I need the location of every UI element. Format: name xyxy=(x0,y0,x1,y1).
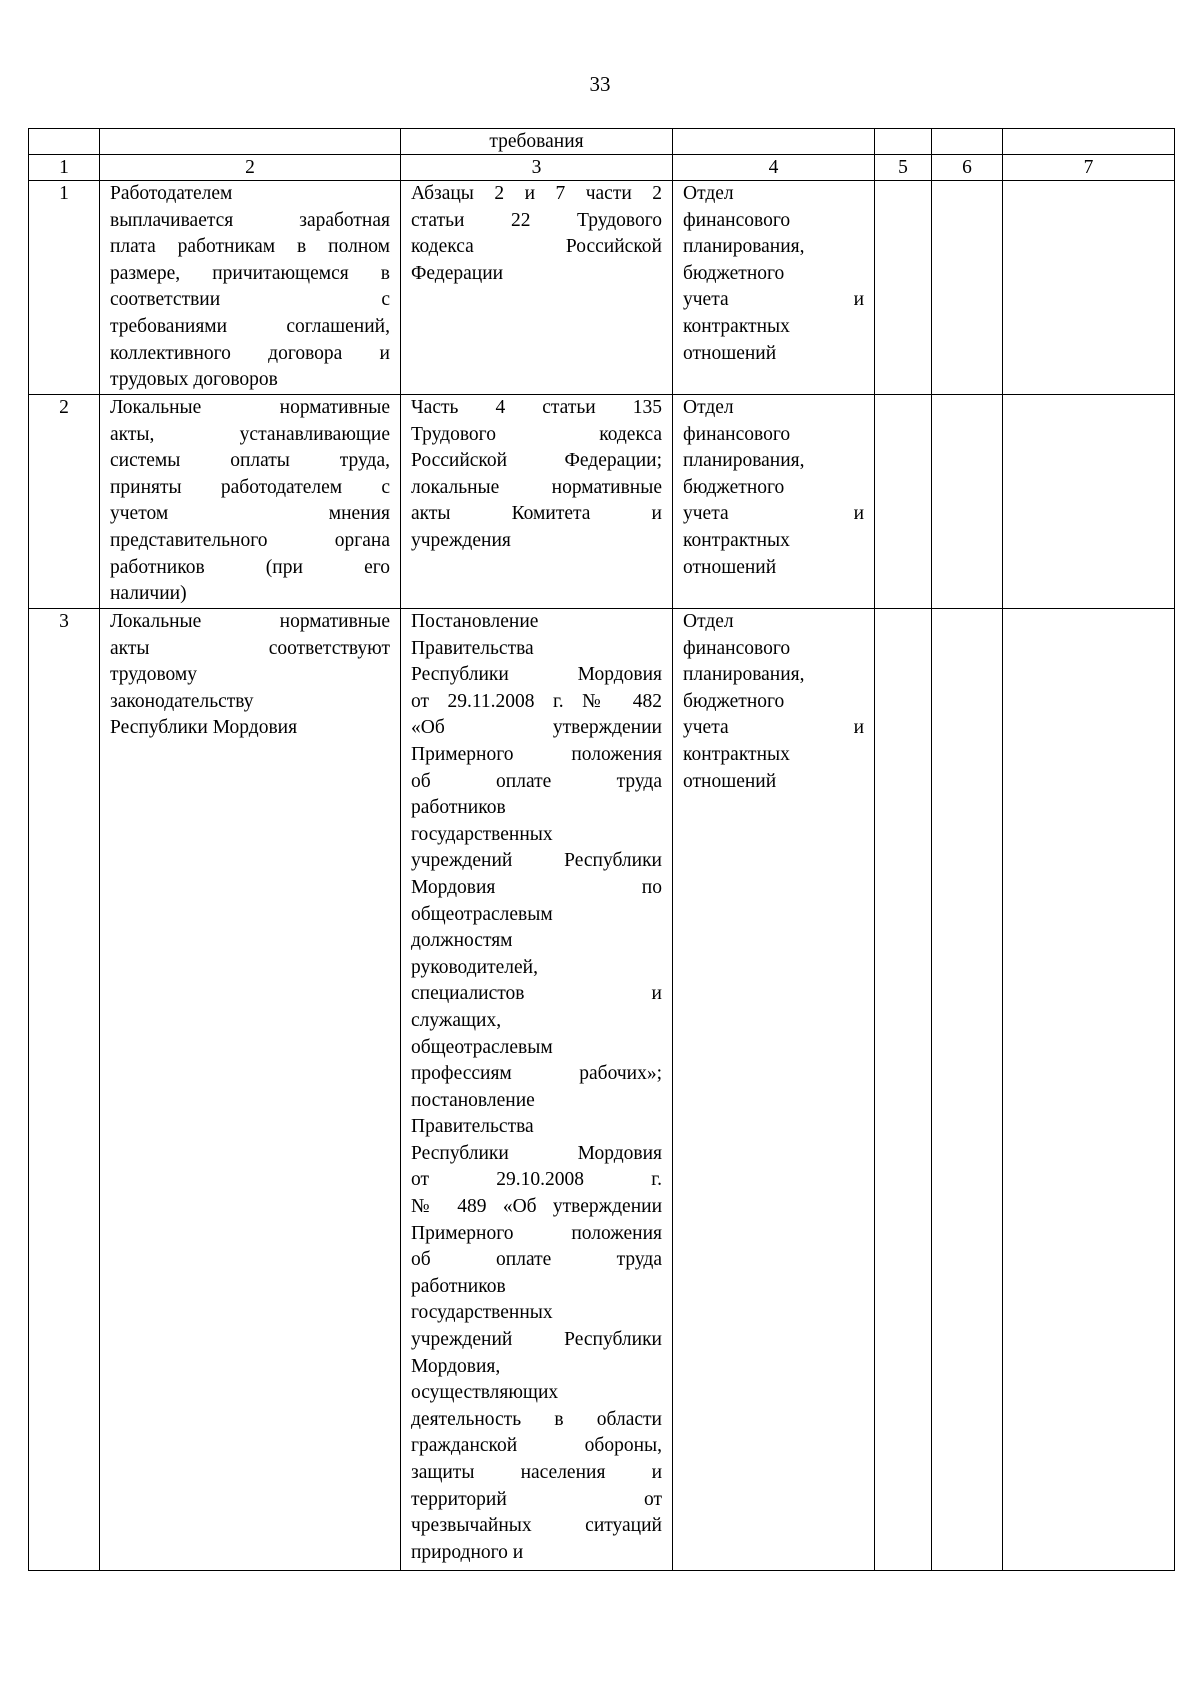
cell-text-line: об оплате труда xyxy=(411,770,662,792)
col6-cell xyxy=(932,609,1003,1571)
cont-cell-5 xyxy=(875,129,932,155)
cell-text-line: Правительства xyxy=(411,637,534,659)
cell-text-line: контрактных xyxy=(683,315,790,337)
cell-text-line: профессиям рабочих»; xyxy=(411,1063,662,1085)
cell-text-line: служащих, xyxy=(411,1009,502,1031)
col5-cell xyxy=(875,181,932,395)
col5-cell xyxy=(875,395,932,609)
cont-cell-6 xyxy=(932,129,1003,155)
col7-cell xyxy=(1003,395,1175,609)
cell-text-line: деятельность в области xyxy=(411,1408,662,1430)
column-number: 6 xyxy=(932,155,1003,181)
row-number: 2 xyxy=(29,395,100,609)
cell-text-line: Трудового кодекса xyxy=(411,423,662,445)
cell-text-line: общеотраслевым xyxy=(411,903,553,925)
table-row xyxy=(29,609,1175,1571)
col5-cell xyxy=(875,609,932,1571)
cell-text-line: Локальные нормативные xyxy=(110,611,390,632)
cell-text-line: учета и xyxy=(683,717,864,739)
responsible-cell xyxy=(673,395,875,609)
cell-text-line: руководителей, xyxy=(411,956,538,978)
cell-text-line: учреждений Республики xyxy=(411,1329,662,1351)
cell-text-line: от 29.11.2008 г. № 482 xyxy=(411,690,662,712)
cell-text-line: трудовому xyxy=(110,664,197,686)
cell-text-line: от 29.10.2008 г. xyxy=(411,1169,662,1191)
cell-text-line: статьи 22 Трудового xyxy=(411,209,662,231)
requirements-table xyxy=(28,128,1175,1571)
continuation-row xyxy=(29,129,1175,155)
cont-cell-1 xyxy=(29,129,100,155)
cell-text-line: учреждения xyxy=(411,529,511,551)
source-cell xyxy=(401,181,673,395)
col6-cell xyxy=(932,395,1003,609)
cell-text-line: Правительства xyxy=(411,1116,534,1138)
responsible-cell xyxy=(673,181,875,395)
cell-text-line: учреждений Республики xyxy=(411,850,662,872)
cell-text-line: контрактных xyxy=(683,529,790,551)
cont-cell-3: требования xyxy=(401,129,673,155)
col7-cell xyxy=(1003,609,1175,1571)
cell-text-line: системы оплаты труда, xyxy=(110,450,390,472)
cell-text-line: акты соответствуют xyxy=(110,637,390,659)
column-number: 4 xyxy=(673,155,875,181)
cell-text-line: трудовых договоров xyxy=(110,369,278,391)
table-row xyxy=(29,395,1175,609)
cell-text-line: отношений xyxy=(683,556,777,578)
cell-text-line: работников xyxy=(411,797,506,819)
cell-text-line: Локальные нормативные xyxy=(110,397,390,418)
cell-text-line: должностям xyxy=(411,930,513,952)
cell-text-line: контрактных xyxy=(683,743,790,765)
column-number: 5 xyxy=(875,155,932,181)
requirement-cell xyxy=(100,181,401,395)
cell-text-line: акты Комитета и xyxy=(411,503,662,525)
cell-text-line: Примерного положения xyxy=(411,743,662,765)
cell-text-line: государственных xyxy=(411,823,553,845)
cell-text-line: финансового xyxy=(683,637,791,659)
cell-text-line: территорий от xyxy=(411,1488,662,1510)
cell-text-line: плата работникам в полном xyxy=(110,236,390,258)
cell-text-line: гражданской обороны, xyxy=(411,1435,662,1457)
cell-text-line: акты, устанавливающие xyxy=(110,423,390,445)
cell-text-line: приняты работодателем с xyxy=(110,476,390,498)
cell-text-line: Часть 4 статьи 135 xyxy=(411,397,662,418)
cell-text-line: отношений xyxy=(683,342,777,364)
cell-text-line: Отдел xyxy=(683,183,734,204)
cell-text-line: наличии) xyxy=(110,583,187,605)
requirement-cell xyxy=(100,609,401,1571)
cell-text-line: № 489 «Об утверждении xyxy=(411,1196,662,1218)
cell-text-line: общеотраслевым xyxy=(411,1036,553,1058)
cell-text-line: специалистов и xyxy=(411,983,662,1005)
source-cell xyxy=(401,395,673,609)
cell-text-line: учета и xyxy=(683,503,864,525)
cell-text-line: финансового xyxy=(683,423,791,445)
cell-text-line: Мордовия, xyxy=(411,1355,501,1377)
cell-text-line: бюджетного xyxy=(683,690,785,712)
cell-text-line: требованиями соглашений, xyxy=(110,315,390,337)
cell-text-line: Отдел xyxy=(683,611,734,632)
cell-text-line: защиты населения и xyxy=(411,1462,662,1483)
cell-text-line: Постановление xyxy=(411,611,539,632)
column-number: 3 xyxy=(401,155,673,181)
cell-text-line: учета и xyxy=(683,289,864,311)
column-number: 7 xyxy=(1003,155,1175,181)
cell-text-line: Российской Федерации; xyxy=(411,450,662,472)
requirement-cell xyxy=(100,395,401,609)
cell-text-line: локальные нормативные xyxy=(411,476,662,498)
cell-text-line: Абзацы 2 и 7 части 2 xyxy=(411,183,662,204)
cell-text-line: работников (при его xyxy=(110,556,390,578)
cell-text-line: осуществляющих xyxy=(411,1382,559,1404)
cell-text-line: работников xyxy=(411,1275,506,1297)
cont-cell-2 xyxy=(100,129,401,155)
responsible-cell xyxy=(673,609,875,1571)
cell-text-line: выплачивается заработная xyxy=(110,209,390,231)
cell-text-line: учетом мнения xyxy=(110,503,390,525)
cell-text-line: государственных xyxy=(411,1302,553,1324)
cell-text-line: финансового xyxy=(683,209,791,231)
cell-text-line: представительного органа xyxy=(110,529,390,551)
cell-text-line: коллективного договора и xyxy=(110,342,390,364)
cont-cell-4 xyxy=(673,129,875,155)
column-number-row xyxy=(29,155,1175,181)
cell-text-line: постановление xyxy=(411,1089,535,1111)
cell-text-line: планирования, xyxy=(683,664,805,686)
row-number: 3 xyxy=(29,609,100,1571)
cell-text-line: чрезвычайных ситуаций xyxy=(411,1515,662,1537)
cell-text-line: Республики Мордовия xyxy=(411,664,662,686)
cell-text-line: природного и xyxy=(411,1541,524,1563)
cell-text-line: «Об утверждении xyxy=(411,717,662,739)
cell-text-line: планирования, xyxy=(683,450,805,472)
cell-text-line: кодекса Российской xyxy=(411,236,662,258)
cell-text-line: планирования, xyxy=(683,236,805,258)
source-cell xyxy=(401,609,673,1571)
cell-text-line: соответствии с xyxy=(110,289,390,311)
cell-text-line: Работодателем xyxy=(110,183,233,204)
column-number: 2 xyxy=(100,155,401,181)
cell-text-line: Отдел xyxy=(683,397,734,418)
cell-text-line: отношений xyxy=(683,770,777,792)
cell-text-line: законодательству xyxy=(110,690,254,712)
column-number: 1 xyxy=(29,155,100,181)
cont-cell-7 xyxy=(1003,129,1175,155)
table-row xyxy=(29,181,1175,395)
cell-text-line: размере, причитающемся в xyxy=(110,262,390,284)
cell-text-line: Федерации xyxy=(411,262,504,284)
cell-text-line: бюджетного xyxy=(683,262,785,284)
col6-cell xyxy=(932,181,1003,395)
cell-text-line: Республики Мордовия xyxy=(411,1142,662,1164)
row-number: 1 xyxy=(29,181,100,395)
page-number: 33 xyxy=(589,72,611,96)
cell-text-line: бюджетного xyxy=(683,476,785,498)
cell-text-line: Примерного положения xyxy=(411,1222,662,1244)
cell-text-line: об оплате труда xyxy=(411,1249,662,1271)
cell-text-line: Мордовия по xyxy=(411,876,662,898)
cell-text-line: Республики Мордовия xyxy=(110,717,298,739)
col7-cell xyxy=(1003,181,1175,395)
